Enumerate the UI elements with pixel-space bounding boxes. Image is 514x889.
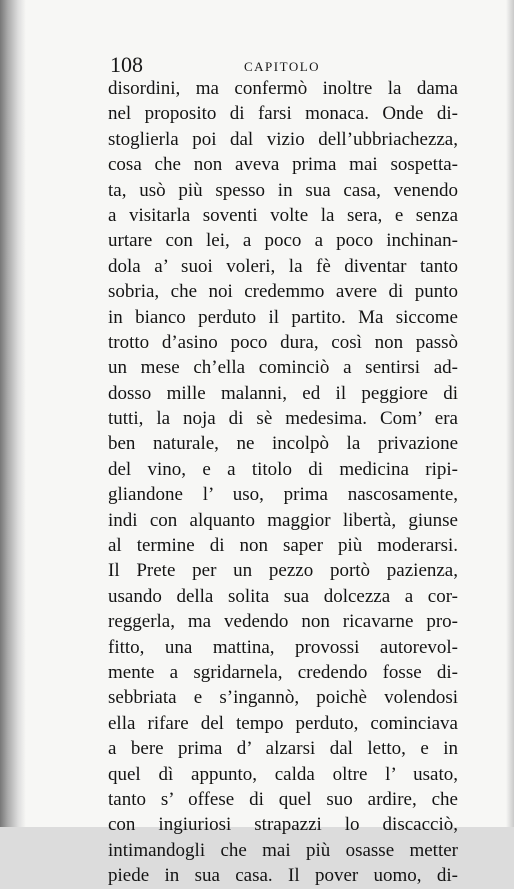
text-line: ta, usò più spesso in sua casa, venendo: [108, 179, 458, 201]
text-line: fitto, una mattina, provossi autorevol-: [108, 636, 458, 658]
text-line: mente a sgridarnela, credendo fosse di-: [108, 661, 458, 683]
text-line: gliandone l’ uso, prima nascosamente,: [108, 484, 458, 506]
text-line: ella rifare del tempo perduto, cominciava: [108, 712, 458, 734]
page-number: 108: [110, 52, 143, 77]
text-line: al termine di non saper più moderarsi.: [108, 535, 458, 557]
text-line: quel dì appunto, calda oltre l’ usato,: [108, 763, 458, 785]
running-title: CAPITOLO: [244, 59, 321, 74]
text-line: del vino, e a titolo di medicina ripi-: [108, 458, 458, 480]
text-line: dola a’ suoi voleri, la fè diventar tanto: [108, 255, 458, 277]
text-line: indi con alquanto maggior libertà, giunse: [108, 509, 458, 531]
text-line: in bianco perduto il partito. Ma siccome: [108, 306, 458, 328]
page-header: [110, 53, 460, 77]
text-line: reggerla, ma vedendo non ricavarne pro-: [108, 611, 458, 633]
text-line: usando della solita sua dolcezza a cor-: [108, 585, 458, 607]
text-line: ben naturale, ne incolpò la privazione: [108, 433, 458, 455]
binding-shadow: [0, 0, 26, 827]
text-line: intimandogli che mai più osasse metter: [108, 839, 458, 861]
text-line: dosso mille malanni, ed il peggiore di: [108, 382, 458, 404]
text-line: sobria, che noi credemmo avere di punto: [108, 281, 458, 303]
page-edge-shadow: [506, 0, 514, 827]
text-line: con ingiuriosi strapazzi lo discacciò,: [108, 814, 458, 836]
text-line: nel proposito di farsi monaca. Onde di-: [108, 103, 458, 125]
text-line: sebbriata e s’ingannò, poichè volendosi: [108, 687, 458, 709]
text-line: piede in sua casa. Il pover uomo, di-: [108, 865, 458, 887]
text-line: tutti, la noja di sè medesima. Com’ era: [108, 408, 458, 430]
text-line: urtare con lei, a poco a poco inchinan-: [108, 230, 458, 252]
text-line: tanto s’ offese di quel suo ardire, che: [108, 788, 458, 810]
text-line: a visitarla soventi volte la sera, e senza: [108, 204, 458, 226]
text-line: Il Prete per un pezzo portò pazienza,: [108, 560, 458, 582]
text-line: cosa che non aveva prima mai sospetta-: [108, 154, 458, 176]
text-line: trotto d’asino poco dura, così non passò: [108, 331, 458, 353]
body-text: [108, 76, 458, 889]
text-line: stoglierla poi dal vizio dell’ubbriachezza,: [108, 128, 458, 150]
text-line: disordini, ma confermò inoltre la dama: [108, 78, 458, 99]
text-line: un mese ch’ella cominciò a sentirsi ad-: [108, 357, 458, 379]
text-line: a bere prima d’ alzarsi dal letto, e in: [108, 738, 458, 760]
